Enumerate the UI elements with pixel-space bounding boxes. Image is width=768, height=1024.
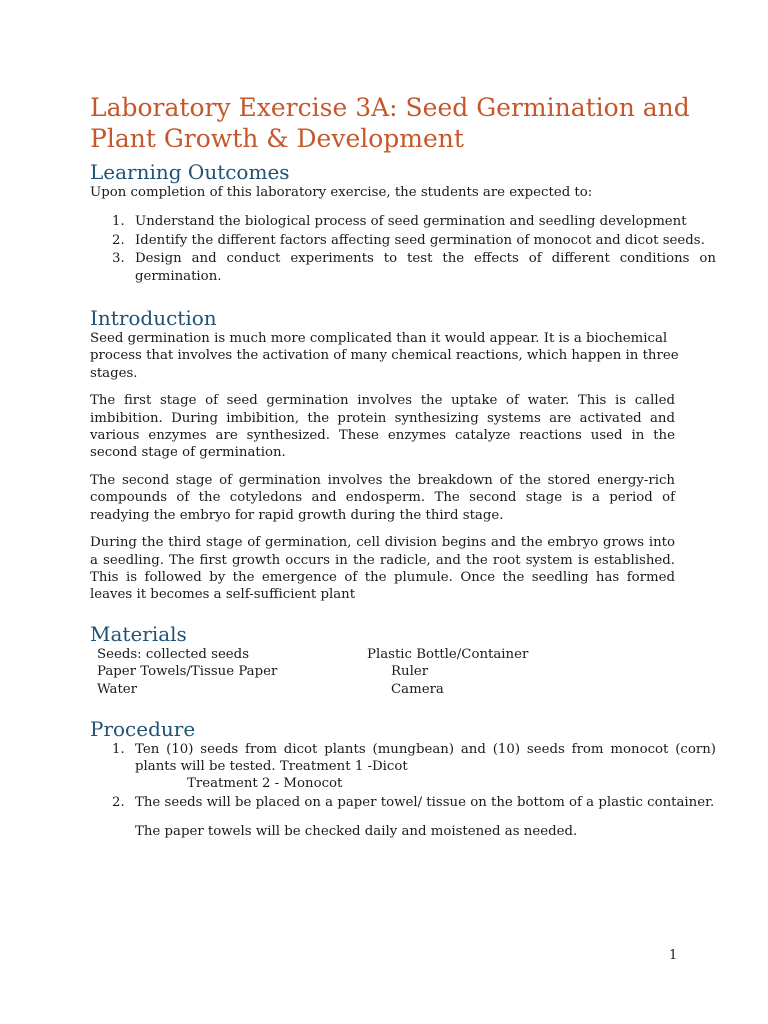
intro-paragraph: During the third stage of germination, cell division begins and the embryo grows into a seedling. The first growth occurs in the radicle, and the root system is established. This is followed by the emergence of the plumule. Once the seedling has formed leaves it becomes a self-sufficient plant bbox=[90, 535, 675, 603]
material-item: Plastic Bottle/Container bbox=[367, 646, 529, 662]
intro-paragraph: Seed germination is much more complicated than it would appear. It is a biochemical process that involves the activation of many chemical reactions, which happen in three stages. bbox=[90, 331, 679, 381]
list-item: 2. Identify the different factors affecting seed germination of monocot and dicot seeds. bbox=[112, 232, 705, 248]
page-number: 1 bbox=[669, 948, 678, 963]
material-item: Camera bbox=[391, 681, 444, 697]
intro-paragraph: The second stage of germination involves the breakdown of the stored energy-rich compounds of the cotyledons and endosperm. The second stage is a period of readying the embryo for rapid growth during the third stage. bbox=[90, 472, 675, 523]
material-item: Water bbox=[97, 681, 138, 697]
procedure-step: 1. Ten (10) seeds from dicot plants (mungbean) and (10) seeds from monocot (corn) plants will be tested. Treatment 1 -Dicot Treatment 2 - Monocot bbox=[112, 741, 716, 792]
introduction-heading: Introduction bbox=[90, 306, 217, 331]
procedure-heading: Procedure bbox=[90, 716, 196, 741]
intro-paragraph: The first stage of seed germination involves the uptake of water. This is called imbibition. During imbibition, the protein synthesizing systems are activated and various enzymes are synthesized. These enzymes catalyze reactions used in the second stage of germination. bbox=[90, 393, 675, 461]
learning-outcomes-heading: Learning Outcomes bbox=[90, 160, 290, 184]
list-item: 1. Understand the biological process of seed germination and seedling development bbox=[112, 214, 687, 230]
procedure-note: The paper towels will be checked daily and moistened as needed. bbox=[135, 824, 578, 840]
document-title: Laboratory Exercise 3A: Seed Germination and Plant Growth & Development bbox=[90, 93, 690, 153]
material-item: Ruler bbox=[391, 664, 429, 680]
learning-outcomes-list bbox=[90, 213, 716, 285]
procedure-list bbox=[90, 741, 716, 812]
materials-list bbox=[97, 646, 716, 699]
procedure-substep: Treatment 2 - Monocot bbox=[187, 776, 343, 792]
material-item: Paper Towels/Tissue Paper bbox=[97, 664, 278, 680]
learning-outcomes-intro: Upon completion of this laboratory exercise, the students are expected to: bbox=[90, 185, 593, 200]
material-item: Seeds: collected seeds bbox=[97, 646, 250, 662]
list-item: 3. Design and conduct experiments to test the effects of different conditions on germination. bbox=[112, 251, 716, 284]
document-page bbox=[90, 92, 716, 841]
materials-heading: Materials bbox=[90, 621, 187, 646]
procedure-step: 2. The seeds will be placed on a paper towel/ tissue on the bottom of a plastic container. bbox=[112, 794, 715, 810]
